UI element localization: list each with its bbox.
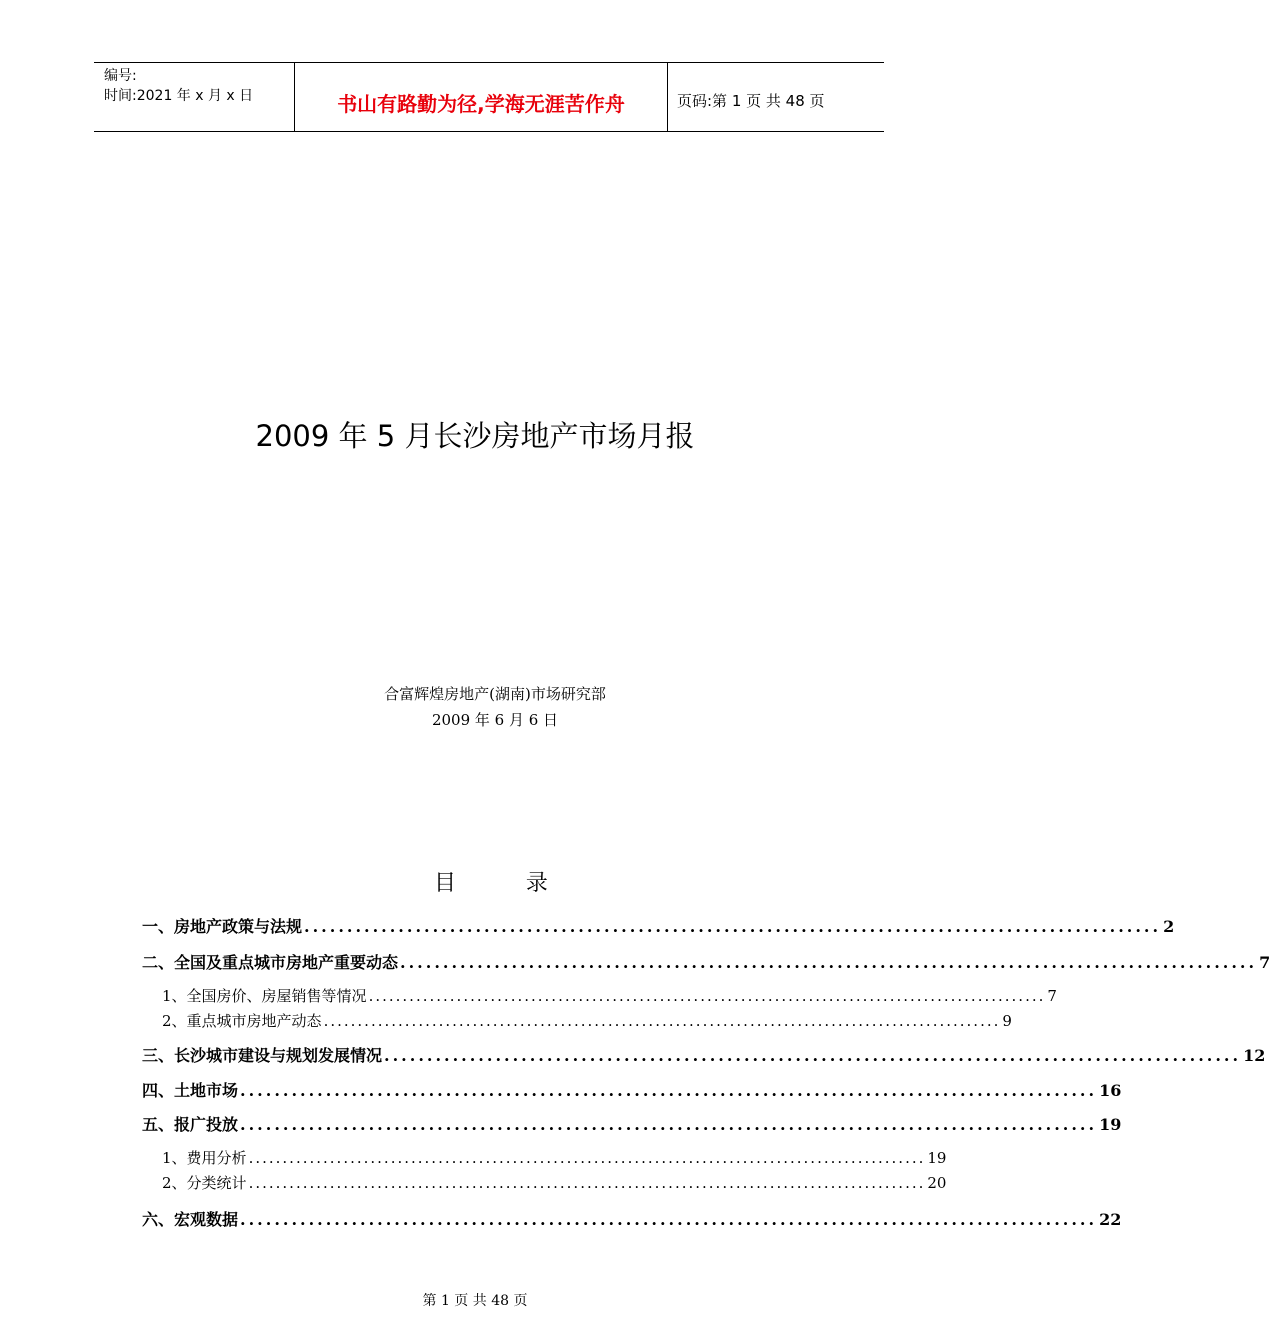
header-page-number: 页码:第 1 页 共 48 页 (677, 92, 825, 110)
toc-entry[interactable] (142, 1010, 1012, 1034)
toc-entry[interactable] (142, 1043, 1266, 1067)
toc-entry-text: 报广投放 (174, 1115, 239, 1134)
toc-entry-number: 二、 (142, 953, 175, 972)
toc-heading: 目 录 (434, 871, 548, 896)
toc-entry-number: 2、 (162, 1174, 187, 1192)
toc-entry-page: 9 (1002, 1012, 1012, 1030)
toc-entry-text: 土地市场 (174, 1081, 239, 1100)
toc-entry-number: 一、 (142, 917, 175, 936)
toc-leader-dots: .................................................................................................... (323, 1012, 1001, 1030)
toc-entry-text: 全国房价、房屋销售等情况 (186, 987, 367, 1005)
toc-leader-dots: .................................................................................................... (240, 1210, 1098, 1229)
toc-entry-text: 宏观数据 (174, 1210, 239, 1229)
toc-entry-number: 2、 (162, 1012, 187, 1030)
author-organization: 合富辉煌房地产(湖南)市场研究部 (384, 685, 606, 703)
toc-entry[interactable] (142, 950, 1270, 974)
toc-entry[interactable] (142, 914, 1175, 938)
toc-entry-text: 费用分析 (186, 1149, 247, 1167)
header-motto-cell (295, 63, 668, 131)
toc-entry-text: 分类统计 (186, 1174, 247, 1192)
toc-leader-dots: .................................................................................................... (240, 1081, 1098, 1100)
toc-leader-dots: .................................................................................................... (240, 1115, 1098, 1134)
toc-entry-text: 全国及重点城市房地产重要动态 (174, 953, 399, 972)
toc-entry-page: 2 (1163, 917, 1175, 936)
page-footer: 第 1 页 共 48 页 (422, 1293, 528, 1309)
toc-entry-text: 长沙城市建设与规划发展情况 (174, 1046, 383, 1065)
toc-entry-page: 22 (1099, 1210, 1122, 1229)
toc-leader-dots: .................................................................................................... (248, 1174, 926, 1192)
header-motto: 书山有路勤为径,学海无涯苦作舟 (337, 92, 625, 116)
header-meta-cell (94, 63, 295, 131)
toc-entry-page: 19 (927, 1149, 947, 1167)
toc-entry-page: 7 (1047, 987, 1057, 1005)
publish-date: 2009 年 6 月 6 日 (431, 711, 559, 729)
toc-entry-number: 三、 (142, 1046, 175, 1065)
toc-entry-number: 四、 (142, 1081, 175, 1100)
document-time-label: 时间:2021 年 x 月 x 日 (104, 88, 254, 104)
toc-entry-number: 六、 (142, 1210, 175, 1229)
toc-entry[interactable] (142, 1172, 947, 1196)
toc-leader-dots: .................................................................................................... (400, 953, 1258, 972)
toc-entry-text: 重点城市房地产动态 (186, 1012, 322, 1030)
toc-entry-text: 房地产政策与法规 (174, 917, 303, 936)
toc-entry[interactable] (142, 1147, 947, 1171)
toc-entry[interactable] (142, 1207, 1122, 1231)
toc-entry-number: 1、 (162, 1149, 187, 1167)
toc-entry-page: 20 (927, 1174, 947, 1192)
toc-leader-dots: .................................................................................................... (248, 1149, 926, 1167)
toc-entry-page: 19 (1099, 1115, 1122, 1134)
toc-leader-dots: .................................................................................................... (368, 987, 1046, 1005)
toc-entry-number: 1、 (162, 987, 187, 1005)
toc-entry[interactable] (142, 985, 1057, 1009)
toc-entry[interactable] (142, 1078, 1122, 1102)
toc-entry-number: 五、 (142, 1115, 175, 1134)
toc-entry-page: 7 (1259, 953, 1270, 972)
document-number-label: 编号: (104, 68, 137, 84)
toc-leader-dots: .................................................................................................... (304, 917, 1162, 936)
toc-entry-page: 12 (1243, 1046, 1266, 1065)
toc-leader-dots: .................................................................................................... (384, 1046, 1242, 1065)
page-header (94, 62, 884, 132)
header-page-cell (668, 63, 884, 131)
document-title: 2009 年 5 月长沙房地产市场月报 (255, 419, 695, 453)
toc-entry-page: 16 (1099, 1081, 1122, 1100)
toc-entry[interactable] (142, 1112, 1122, 1136)
